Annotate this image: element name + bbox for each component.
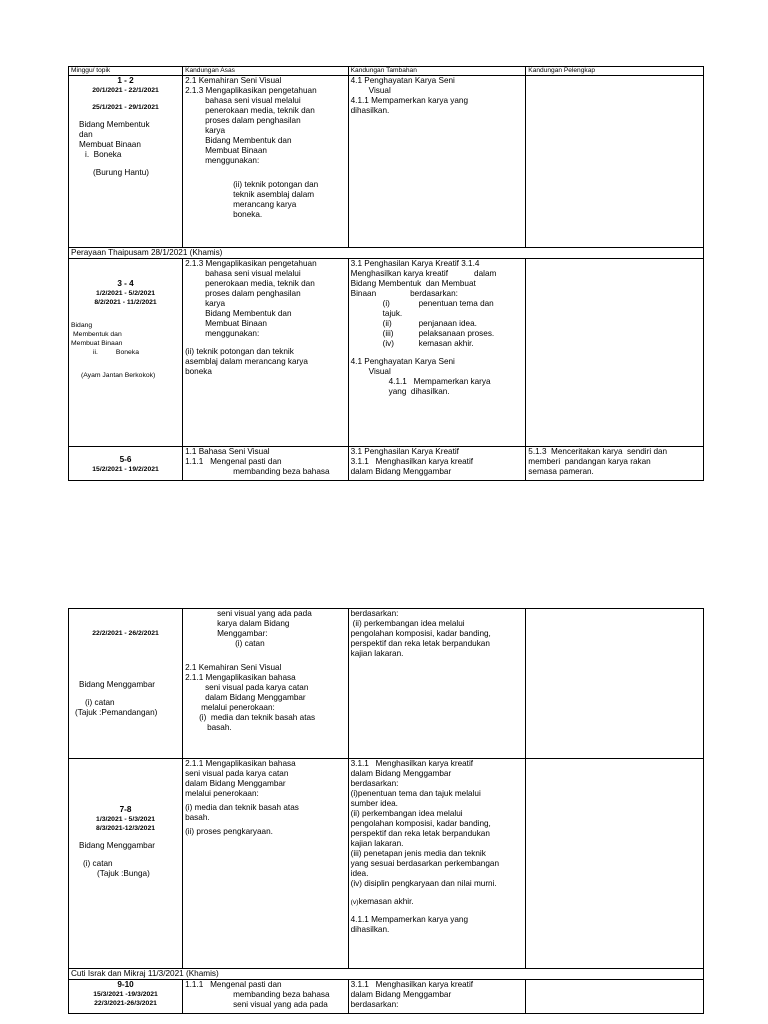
week-date: 25/1/2021 - 29/1/2021 xyxy=(92,104,159,111)
week-date: 1/2/2021 - 5/2/2021 xyxy=(96,290,156,297)
content-line: idea. xyxy=(350,869,369,878)
topic-subject: (Ayam Jantan Berkokok) xyxy=(81,372,156,379)
week-date: 1/3/2021 - 5/3/2021 xyxy=(96,816,156,823)
content-line: bahasa seni visual melalui xyxy=(205,269,301,278)
content-line: pengolahan komposisi, kadar banding, xyxy=(350,629,491,638)
week-date: 15/2/2021 - 19/2/2021 xyxy=(92,466,159,473)
content-line: 2.1 Kemahiran Seni Visual xyxy=(185,76,282,85)
content-line: (ii) perkembangan idea melalui xyxy=(350,809,463,818)
content-line: menggunakan: xyxy=(205,329,260,338)
topic-line: Membuat Binaan xyxy=(79,140,141,149)
content-line: pelaksanaan proses. xyxy=(418,329,495,338)
content-line: 2.1.1 Mengaplikasikan bahasa xyxy=(185,673,296,682)
topic-item: Boneka xyxy=(115,349,139,356)
content-line: dalam Bidang Menggambar xyxy=(350,467,452,476)
content-line: berdasarkan: xyxy=(350,779,399,788)
content-line: 4.1.1 Mempamerkan karya yang xyxy=(350,96,469,105)
holiday-banner-row xyxy=(69,969,704,980)
content-line: Membuat Binaan xyxy=(205,146,267,155)
content-line: boneka xyxy=(185,367,212,376)
content-line: dalam xyxy=(474,269,497,278)
content-line: (ii) perkembangan idea melalui xyxy=(352,619,465,628)
content-line: Visual xyxy=(368,86,391,95)
content-line: perspektif dan reka letak berpandukan xyxy=(350,639,490,648)
content-line: seni visual pada karya catan xyxy=(185,769,289,778)
table-row xyxy=(69,980,704,1014)
week-number: 3 - 4 xyxy=(117,279,134,288)
topic-item: (i) catan xyxy=(83,859,113,868)
content-line: menggunakan: xyxy=(205,156,260,165)
content-line: (ii) teknik potongan dan teknik xyxy=(185,347,294,356)
topic-item-number: ii. xyxy=(93,349,98,356)
content-line: 4.1.1 Mempamerkan karya yang xyxy=(350,915,469,924)
content-line: semasa pameran. xyxy=(528,467,594,476)
additional-content-cell xyxy=(348,447,526,481)
content-line: Visual xyxy=(368,367,391,376)
holiday-banner: Perayaan Thaipusam 28/1/2021 (Khamis) xyxy=(69,248,704,259)
content-line: 5.1.3 Menceritakan karya sendiri dan xyxy=(528,447,668,456)
content-line: dalam Bidang Menggambar xyxy=(185,779,286,788)
week-date: 20/1/2021 - 22/1/2021 xyxy=(92,87,159,94)
content-line: berdasarkan: xyxy=(350,609,399,618)
additional-content-cell xyxy=(348,980,526,1014)
topic-subject: (Tajuk :Bunga) xyxy=(97,869,150,878)
content-line: 3.1 Penghasilan Karya Kreatif xyxy=(350,447,459,456)
content-line: (i) media dan teknik basah atas xyxy=(185,803,299,812)
content-line: seni visual yang ada pada xyxy=(233,1000,328,1009)
content-line: Bidang Membentuk dan Membuat xyxy=(350,279,476,288)
content-line: (ii) teknik potongan dan xyxy=(233,180,319,189)
content-line: tajuk. xyxy=(382,309,403,318)
topic-line: Membentuk dan xyxy=(73,331,122,338)
content-line: membanding beza bahasa xyxy=(233,467,330,476)
content-line: 3.1.1 Menghasilkan karya kreatif xyxy=(350,980,474,989)
content-line: basah. xyxy=(207,723,232,732)
content-line: 2.1.3 Mengaplikasikan pengetahuan xyxy=(185,259,317,268)
basic-content-cell xyxy=(183,759,349,969)
content-line: kemasan akhir. xyxy=(418,339,474,348)
content-line: dihasilkan. xyxy=(350,925,390,934)
lesson-plan-table-2 xyxy=(68,608,704,1014)
topic-item: (i) catan xyxy=(85,698,115,707)
content-line: sumber idea. xyxy=(350,799,398,808)
content-line: bahasa seni visual melalui xyxy=(205,96,301,105)
topic-line: Bidang Menggambar xyxy=(79,841,156,850)
content-line: 4.1 Penghayatan Karya Seni xyxy=(350,357,455,366)
content-line: merancang karya xyxy=(233,200,297,209)
content-line: 3.1.1 Menghasilkan karya kreatif xyxy=(350,759,474,768)
content-line: (i)penentuan tema dan tajuk melalui xyxy=(350,789,481,798)
content-line: (ii) proses pengkaryaan. xyxy=(185,827,273,836)
content-line: (iii) penetapan jenis media dan teknik xyxy=(350,849,486,858)
content-line: 4.1.1 Mempamerkan karya xyxy=(388,377,491,386)
header-complementary-content: Kandungan Pelengkap xyxy=(526,67,704,76)
week-topic-cell xyxy=(69,759,183,969)
content-line: (iv) disiplin pengkaryaan dan nilai murni. xyxy=(350,879,497,888)
content-line: penerokaan media, teknik dan xyxy=(205,106,315,115)
content-line: berdasarkan: xyxy=(350,1000,399,1009)
list-marker: (ii) xyxy=(382,319,392,328)
lesson-plan-table-1 xyxy=(68,66,704,481)
content-line: dalam Bidang Menggambar xyxy=(350,990,452,999)
content-line: (i) media dan teknik basah atas xyxy=(199,713,316,722)
week-number: 5-6 xyxy=(119,455,132,464)
table-row xyxy=(69,447,704,481)
week-topic-cell xyxy=(69,259,183,447)
content-line: 4.1 Penghayatan Karya Seni xyxy=(350,76,455,85)
content-line: basah. xyxy=(185,813,210,822)
content-line: 3.1.1 Menghasilkan karya kreatif xyxy=(350,457,474,466)
content-line: penerokaan media, teknik dan xyxy=(205,279,315,288)
topic-line: Membuat Binaan xyxy=(71,340,123,347)
week-date: 22/3/2021-26/3/2021 xyxy=(94,1000,157,1007)
topic-line: dan xyxy=(79,130,93,139)
topic-subject: (Tajuk :Pemandangan) xyxy=(75,708,158,717)
content-line: karya xyxy=(205,299,226,308)
complementary-content-cell xyxy=(526,259,704,447)
content-line: melalui penerokaan: xyxy=(185,789,259,798)
content-line: seni visual yang ada pada xyxy=(217,609,312,618)
list-marker: (iii) xyxy=(382,329,394,338)
content-line: membanding beza bahasa xyxy=(233,990,330,999)
content-line: 2.1.1 Mengaplikasikan bahasa xyxy=(185,759,296,768)
content-line: berdasarkan: xyxy=(410,289,458,298)
content-line: (i) catan xyxy=(235,639,265,648)
table-row xyxy=(69,759,704,969)
content-line: Membuat Binaan xyxy=(205,319,267,328)
content-line: yang dihasilkan. xyxy=(388,387,450,396)
content-line: Menghasilkan karya kreatif xyxy=(350,269,449,278)
week-topic-cell xyxy=(69,609,183,759)
list-marker: (v) xyxy=(350,899,359,906)
complementary-content-cell xyxy=(526,609,704,759)
complementary-content-cell xyxy=(526,980,704,1014)
topic-line: Bidang xyxy=(71,322,93,329)
content-line: kajian lakaran. xyxy=(350,839,404,848)
content-line: 1.1.1 Mengenal pasti dan xyxy=(185,457,282,466)
content-line: 3.1 Penghasilan Karya Kreatif 3.1.4 xyxy=(350,259,480,268)
topic-item: i. Boneka xyxy=(85,150,122,159)
content-line: 1.1 Bahasa Seni Visual xyxy=(185,447,270,456)
content-line: proses dalam penghasilan xyxy=(205,116,301,125)
table-row xyxy=(69,76,704,248)
additional-content-cell xyxy=(348,759,526,969)
complementary-content-cell xyxy=(526,447,704,481)
content-line: seni visual pada karya catan xyxy=(205,683,309,692)
table-row xyxy=(69,259,704,447)
week-number: 7-8 xyxy=(119,805,132,814)
content-line: perspektif dan reka letak berpandukan xyxy=(350,829,490,838)
additional-content-cell xyxy=(348,609,526,759)
basic-content-cell xyxy=(183,447,349,481)
basic-content-cell xyxy=(183,76,349,248)
basic-content-cell xyxy=(183,259,349,447)
table-row xyxy=(69,609,704,759)
week-date: 15/3/2021 -19/3/2021 xyxy=(93,991,158,998)
header-additional-content: Kandungan Tambahan xyxy=(348,67,526,76)
content-line: melalui penerokaan: xyxy=(201,703,275,712)
week-number: 9-10 xyxy=(117,980,134,989)
topic-line: Bidang Membentuk xyxy=(79,120,150,129)
list-marker: (i) xyxy=(382,299,390,308)
week-number: 1 - 2 xyxy=(117,76,134,85)
content-line: yang sesuai berdasarkan perkembangan xyxy=(350,859,500,868)
content-line: penentuan tema dan xyxy=(418,299,494,308)
week-topic-cell xyxy=(69,447,183,481)
content-line: 2.1.3 Mengaplikasikan pengetahuan xyxy=(185,86,317,95)
content-line: memberi pandangan karya rakan xyxy=(528,457,651,466)
content-line: 1.1.1 Mengenal pasti dan xyxy=(185,980,282,989)
table-header-row xyxy=(69,67,704,76)
content-line: dalam Bidang Menggambar xyxy=(205,693,306,702)
holiday-banner-row xyxy=(69,248,704,259)
week-topic-cell xyxy=(69,980,183,1014)
basic-content-cell xyxy=(183,980,349,1014)
content-line: dalam Bidang Menggambar xyxy=(350,769,452,778)
complementary-content-cell xyxy=(526,76,704,248)
additional-content-cell xyxy=(348,76,526,248)
content-line: kajian lakaran. xyxy=(350,649,404,658)
content-line: penjanaan idea. xyxy=(418,319,477,328)
content-line: dihasilkan. xyxy=(350,106,390,115)
topic-subject: (Burung Hantu) xyxy=(93,168,149,177)
content-line: Binaan xyxy=(350,289,377,298)
week-date: 22/2/2021 - 26/2/2021 xyxy=(92,630,159,637)
holiday-banner: Cuti Israk dan Mikraj 11/3/2021 (Khamis) xyxy=(69,969,704,980)
complementary-content-cell xyxy=(526,759,704,969)
content-line: Bidang Membentuk dan xyxy=(205,309,292,318)
week-date: 8/3/2021-12/3/2021 xyxy=(96,825,156,832)
content-line: boneka. xyxy=(233,210,263,219)
content-line: kemasan akhir. xyxy=(358,897,414,906)
week-date: 8/2/2021 - 11/2/2021 xyxy=(94,299,157,306)
content-line: karya xyxy=(205,126,226,135)
content-line: pengolahan komposisi, kadar banding, xyxy=(350,819,491,828)
basic-content-cell xyxy=(183,609,349,759)
content-line: 2.1 Kemahiran Seni Visual xyxy=(185,663,282,672)
content-line: asemblaj dalam merancang karya xyxy=(185,357,308,366)
list-marker: (iv) xyxy=(382,339,394,348)
topic-line: Bidang Menggambar xyxy=(79,680,156,689)
content-line: teknik asemblaj dalam xyxy=(233,190,315,199)
content-line: proses dalam penghasilan xyxy=(205,289,301,298)
additional-content-cell xyxy=(348,259,526,447)
header-week-topic: Minggu/ topik xyxy=(69,67,183,76)
content-line: Bidang Membentuk dan xyxy=(205,136,292,145)
content-line: karya dalam Bidang xyxy=(217,619,290,628)
header-basic-content: Kandungan Asas xyxy=(183,67,349,76)
week-topic-cell xyxy=(69,76,183,248)
content-line: Menggambar: xyxy=(217,629,268,638)
